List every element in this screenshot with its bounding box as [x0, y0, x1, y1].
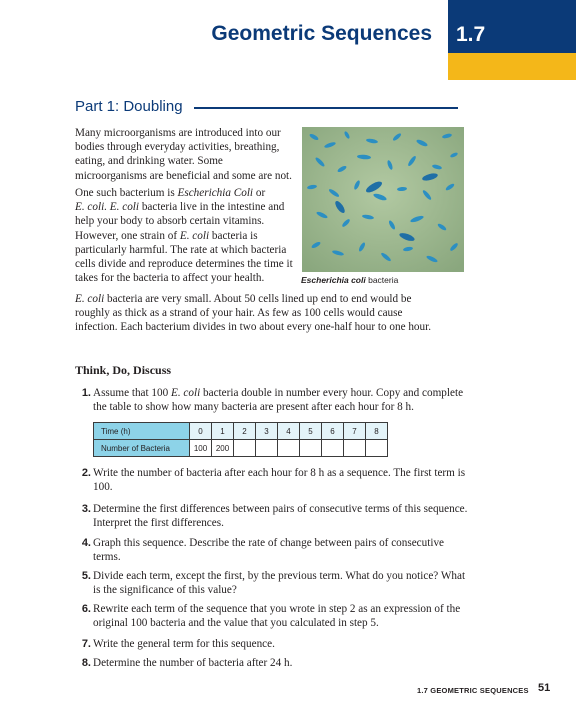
step-text: Determine the first differences between pairs of consecutive terms of this sequence. Interpret the first differences. — [93, 503, 468, 530]
table-cell: 6 — [322, 423, 344, 440]
intro-text: or — [253, 187, 266, 199]
species-name: Escherichia Coli — [177, 187, 254, 199]
photo-caption — [301, 275, 398, 285]
row-label-bacteria: Number of Bacteria — [94, 440, 190, 457]
step-text: Rewrite each term of the sequence that you wrote in step 2 as an expression of the original 100 bacteria and the value that you calculated in step 5. — [93, 603, 461, 630]
step-number: 7. — [81, 638, 91, 650]
intro-paragraph-3 — [75, 292, 447, 335]
intro-paragraph-2 — [75, 186, 293, 285]
row-label-time: Time (h) — [94, 423, 190, 440]
table-cell — [234, 440, 256, 457]
intro-paragraph-1: Many microorganisms are introduced into our bodies through everyday activities, breathing, eating, and drinking water. Some microorganisms are beneficial and some are not. — [75, 127, 292, 182]
caption-rest: bacteria — [365, 275, 399, 285]
step-text — [93, 386, 473, 414]
section-number-block — [448, 0, 576, 53]
table-row — [94, 440, 388, 457]
table-cell: 200 — [212, 440, 234, 457]
step-text: Graph this sequence. Describe the rate of change between pairs of consecutive terms. — [93, 537, 445, 564]
species-abbrev: E. coli — [75, 293, 105, 305]
table-row — [94, 423, 388, 440]
intro-text: bacteria is particularly harmful. The rate at which bacteria cells divide and reproduce determines the time it takes for the bacteria to affect your health. — [75, 229, 293, 285]
species-abbrev: E. coli — [179, 229, 210, 242]
footer-section-label: 1.7 GEOMETRIC SEQUENCES — [417, 686, 529, 695]
table-cell: 5 — [300, 423, 322, 440]
step-text: Write the general term for this sequence. — [93, 638, 275, 650]
step-number: 6. — [81, 603, 91, 615]
table-cell: 7 — [344, 423, 366, 440]
section-accent-band — [448, 53, 576, 80]
section-number: 1.7 — [456, 23, 486, 46]
bacteria-photo — [302, 127, 464, 272]
species-abbrev: E. coli. E. coli — [75, 201, 140, 214]
part-heading: Part 1: Doubling — [75, 98, 183, 115]
think-do-discuss-heading: Think, Do, Discuss — [75, 363, 172, 377]
species-abbrev: E. coli — [171, 387, 201, 399]
intro-text: bacteria are very small. About 50 cells lined up end to end would be roughly as thick as a strand of your hair. As few as 100 cells would cause infection. Each bacterium divides in two about every one-half hour to one hour. — [75, 293, 432, 334]
table-cell — [278, 440, 300, 457]
table-cell — [256, 440, 278, 457]
step-number: 2. — [81, 467, 91, 479]
step-text: Write the number of bacteria after each hour for 8 h as a sequence. The first term is 100. — [93, 467, 466, 494]
table-cell: 3 — [256, 423, 278, 440]
step-number: 3. — [81, 503, 91, 515]
intro-text: bacteria live in the intestine and help your body to absorb certain vitamins. However, one strain of — [75, 201, 285, 242]
step-text-part: bacteria double in number every hour. Copy and complete the table to show how many bacteria are present after each hour for 8 h. — [93, 387, 464, 414]
table-cell: 8 — [366, 423, 388, 440]
step-number: 5. — [81, 570, 91, 582]
table-cell: 0 — [190, 423, 212, 440]
step-text: Divide each term, except the first, by the previous term. What do you notice? What is the significance of this value? — [93, 570, 466, 597]
caption-species: Escherichia coli — [301, 275, 366, 285]
step-text: Determine the number of bacteria after 24 h. — [93, 657, 293, 669]
table-cell: 4 — [278, 423, 300, 440]
table-cell — [344, 440, 366, 457]
table-cell: 2 — [234, 423, 256, 440]
table-cell — [300, 440, 322, 457]
table-cell: 100 — [190, 440, 212, 457]
table-cell: 1 — [212, 423, 234, 440]
bacteria-micrograph-icon — [302, 127, 464, 272]
step-text-part: Assume that 100 — [93, 387, 171, 399]
bacteria-table — [93, 422, 388, 457]
page-number: 51 — [538, 682, 551, 694]
intro-text: One such bacterium is — [75, 187, 178, 199]
chapter-title: Geometric Sequences — [211, 22, 432, 45]
step-number: 1. — [81, 387, 91, 399]
step-number: 4. — [81, 537, 91, 549]
table-cell — [322, 440, 344, 457]
table-cell — [366, 440, 388, 457]
step-number: 8. — [81, 657, 91, 669]
part-heading-rule — [194, 107, 458, 109]
